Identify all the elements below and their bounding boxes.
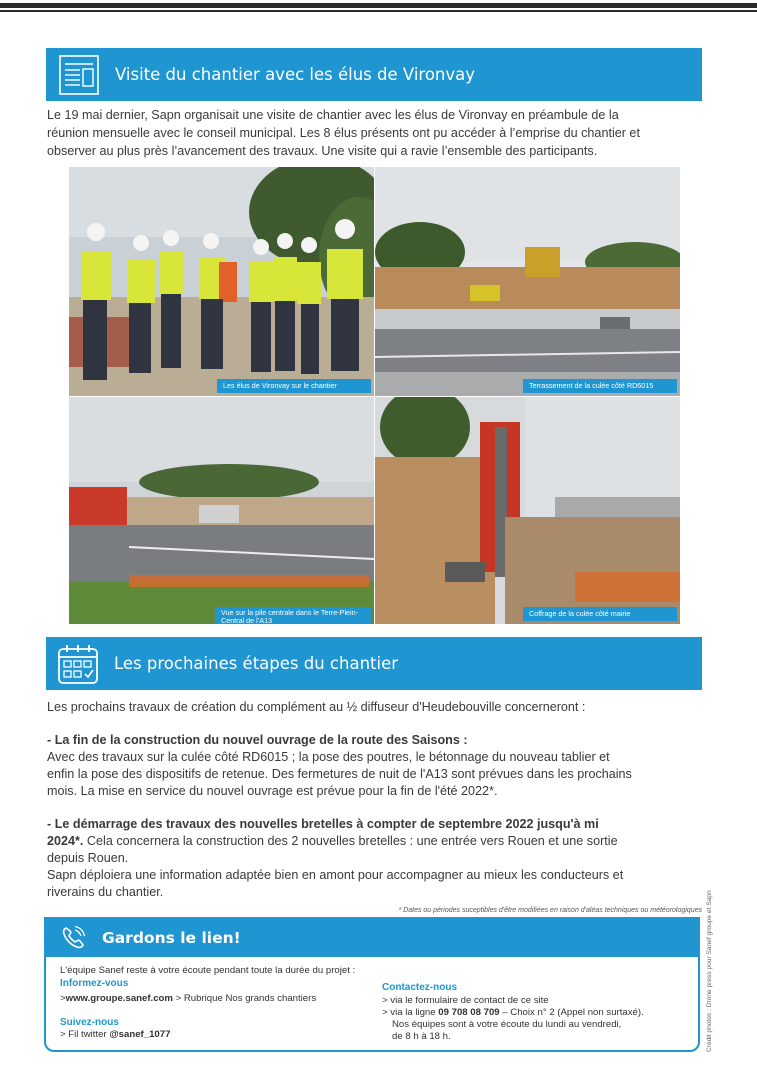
item1-heading: - La fin de la construction du nouvel ouvrage de la route des Saisons :: [47, 733, 468, 747]
twitter-handle[interactable]: @sanef_1077: [109, 1029, 171, 1040]
document-icon: [58, 54, 100, 96]
item2-heading: - Le démarrage des travaux des nouvelles bretelles à compter de septembre 2022 jusqu'à mi: [47, 817, 599, 831]
etapes-intro: Les prochains travaux de création du complément au ½ diffuseur d'Heudebouville concerneront :: [47, 700, 586, 714]
item1-line: mois. La mise en service du nouvel ouvrage est prévue pour la fin de l'été 2022*.: [47, 784, 498, 798]
item2-text: Cela concernera la construction des 2 nouvelles bretelles : une entrée vers Rouen et une sortie: [83, 834, 618, 848]
photo-terrassement: [375, 167, 680, 396]
photo-elus-visite: [69, 167, 374, 396]
informez-rest: > Rubrique Nos grands chantiers: [172, 993, 317, 1004]
informez-line: [60, 993, 316, 1005]
intro-line: Le 19 mai dernier, Sapn organisait une visite de chantier avec les élus de Vironvay en préambule de la: [47, 108, 619, 122]
intro-line: réunion mensuelle avec le conseil municipal. Les 8 élus présents ont pu accéder à l’emprise du chantier et: [47, 126, 640, 140]
contact-title: Gardons le lien!: [102, 929, 241, 947]
visit-intro: [47, 106, 707, 160]
phone-icon: [60, 925, 86, 951]
section-title: Les prochaines étapes du chantier: [114, 654, 399, 673]
contactez-form: > via le formulaire de contact de ce site: [382, 995, 549, 1006]
section-banner-visite: [46, 48, 702, 101]
photo-caption: Coffrage de la culée côté mairie: [523, 607, 677, 621]
informez-prefix: >: [60, 993, 66, 1004]
top-rule-thin: [0, 10, 757, 12]
suivez-prefix: > Fil twitter: [60, 1029, 110, 1040]
item2-line: depuis Rouen.: [47, 851, 129, 865]
calendar-icon: [56, 642, 100, 686]
contactez-heading: Contactez-nous: [382, 982, 457, 993]
photo-pile-centrale: [69, 397, 374, 624]
phone-number[interactable]: 09 708 08 709: [438, 1007, 500, 1018]
caption-line: Central de l’A13: [221, 616, 273, 624]
photo-caption: Les élus de Vironvay sur le chantier: [217, 379, 371, 393]
contactez-phone-prefix: > via la ligne: [382, 1007, 439, 1018]
contactez-phone-line: [382, 1007, 644, 1019]
photo-coffrage: [375, 397, 680, 624]
contactez-hours-2: de 8 h à 18 h.: [392, 1031, 451, 1042]
item2-heading-end: 2024*.: [47, 834, 84, 848]
top-rule: [0, 3, 757, 8]
contact-header: [46, 919, 698, 957]
item1-line: Avec des travaux sur la culée côté RD6015 ; la pose des poutres, le bétonnage du nouveau tablier et: [47, 750, 610, 764]
closing-line: Sapn déploiera une information adaptée bien en amont pour accompagner au mieux les conducteurs et: [47, 868, 624, 882]
intro-line: observer au plus près l’avancement des travaux. Une visite qui a ravie l’ensemble des participants.: [47, 144, 598, 158]
photo-caption: [215, 607, 371, 624]
section-banner-etapes: [46, 637, 702, 690]
photo-caption: Terrassement de la culée côté RD6015: [523, 379, 677, 393]
closing-line: riverains du chantier.: [47, 885, 164, 899]
contact-intro: L'équipe Sanef reste à votre écoute pendant toute la durée du projet :: [60, 965, 356, 976]
suivez-heading: Suivez-nous: [60, 1017, 119, 1028]
website-link[interactable]: www.groupe.sanef.com: [65, 993, 173, 1004]
footnote: * Dates ou périodes suceptibles d'être modifiées en raison d'aléas techniques ou météorologiques: [398, 907, 702, 914]
photo-credit: [703, 842, 715, 1052]
photo-credit-text: Crédit photos : Drone press pour Sanef groupe et Sapn: [706, 890, 713, 1052]
contactez-phone-rest: – Choix n° 2 (Appel non surtaxé).: [499, 1007, 644, 1018]
caption-line: Vue sur la pile centrale dans le Terre-Plein-: [221, 608, 359, 617]
contact-box: [44, 917, 700, 1052]
contactez-hours: Nos équipes sont à votre écoute du lundi au vendredi,: [392, 1019, 622, 1030]
item1-line: enfin la pose des dispositifs de retenue. Des fermetures de nuit de l'A13 sont prévues dans les prochains: [47, 767, 632, 781]
etapes-body: [47, 699, 707, 901]
suivez-line: [60, 1029, 170, 1041]
section-title: Visite du chantier avec les élus de Vironvay: [115, 65, 476, 84]
informez-heading: Informez-vous: [60, 978, 129, 989]
